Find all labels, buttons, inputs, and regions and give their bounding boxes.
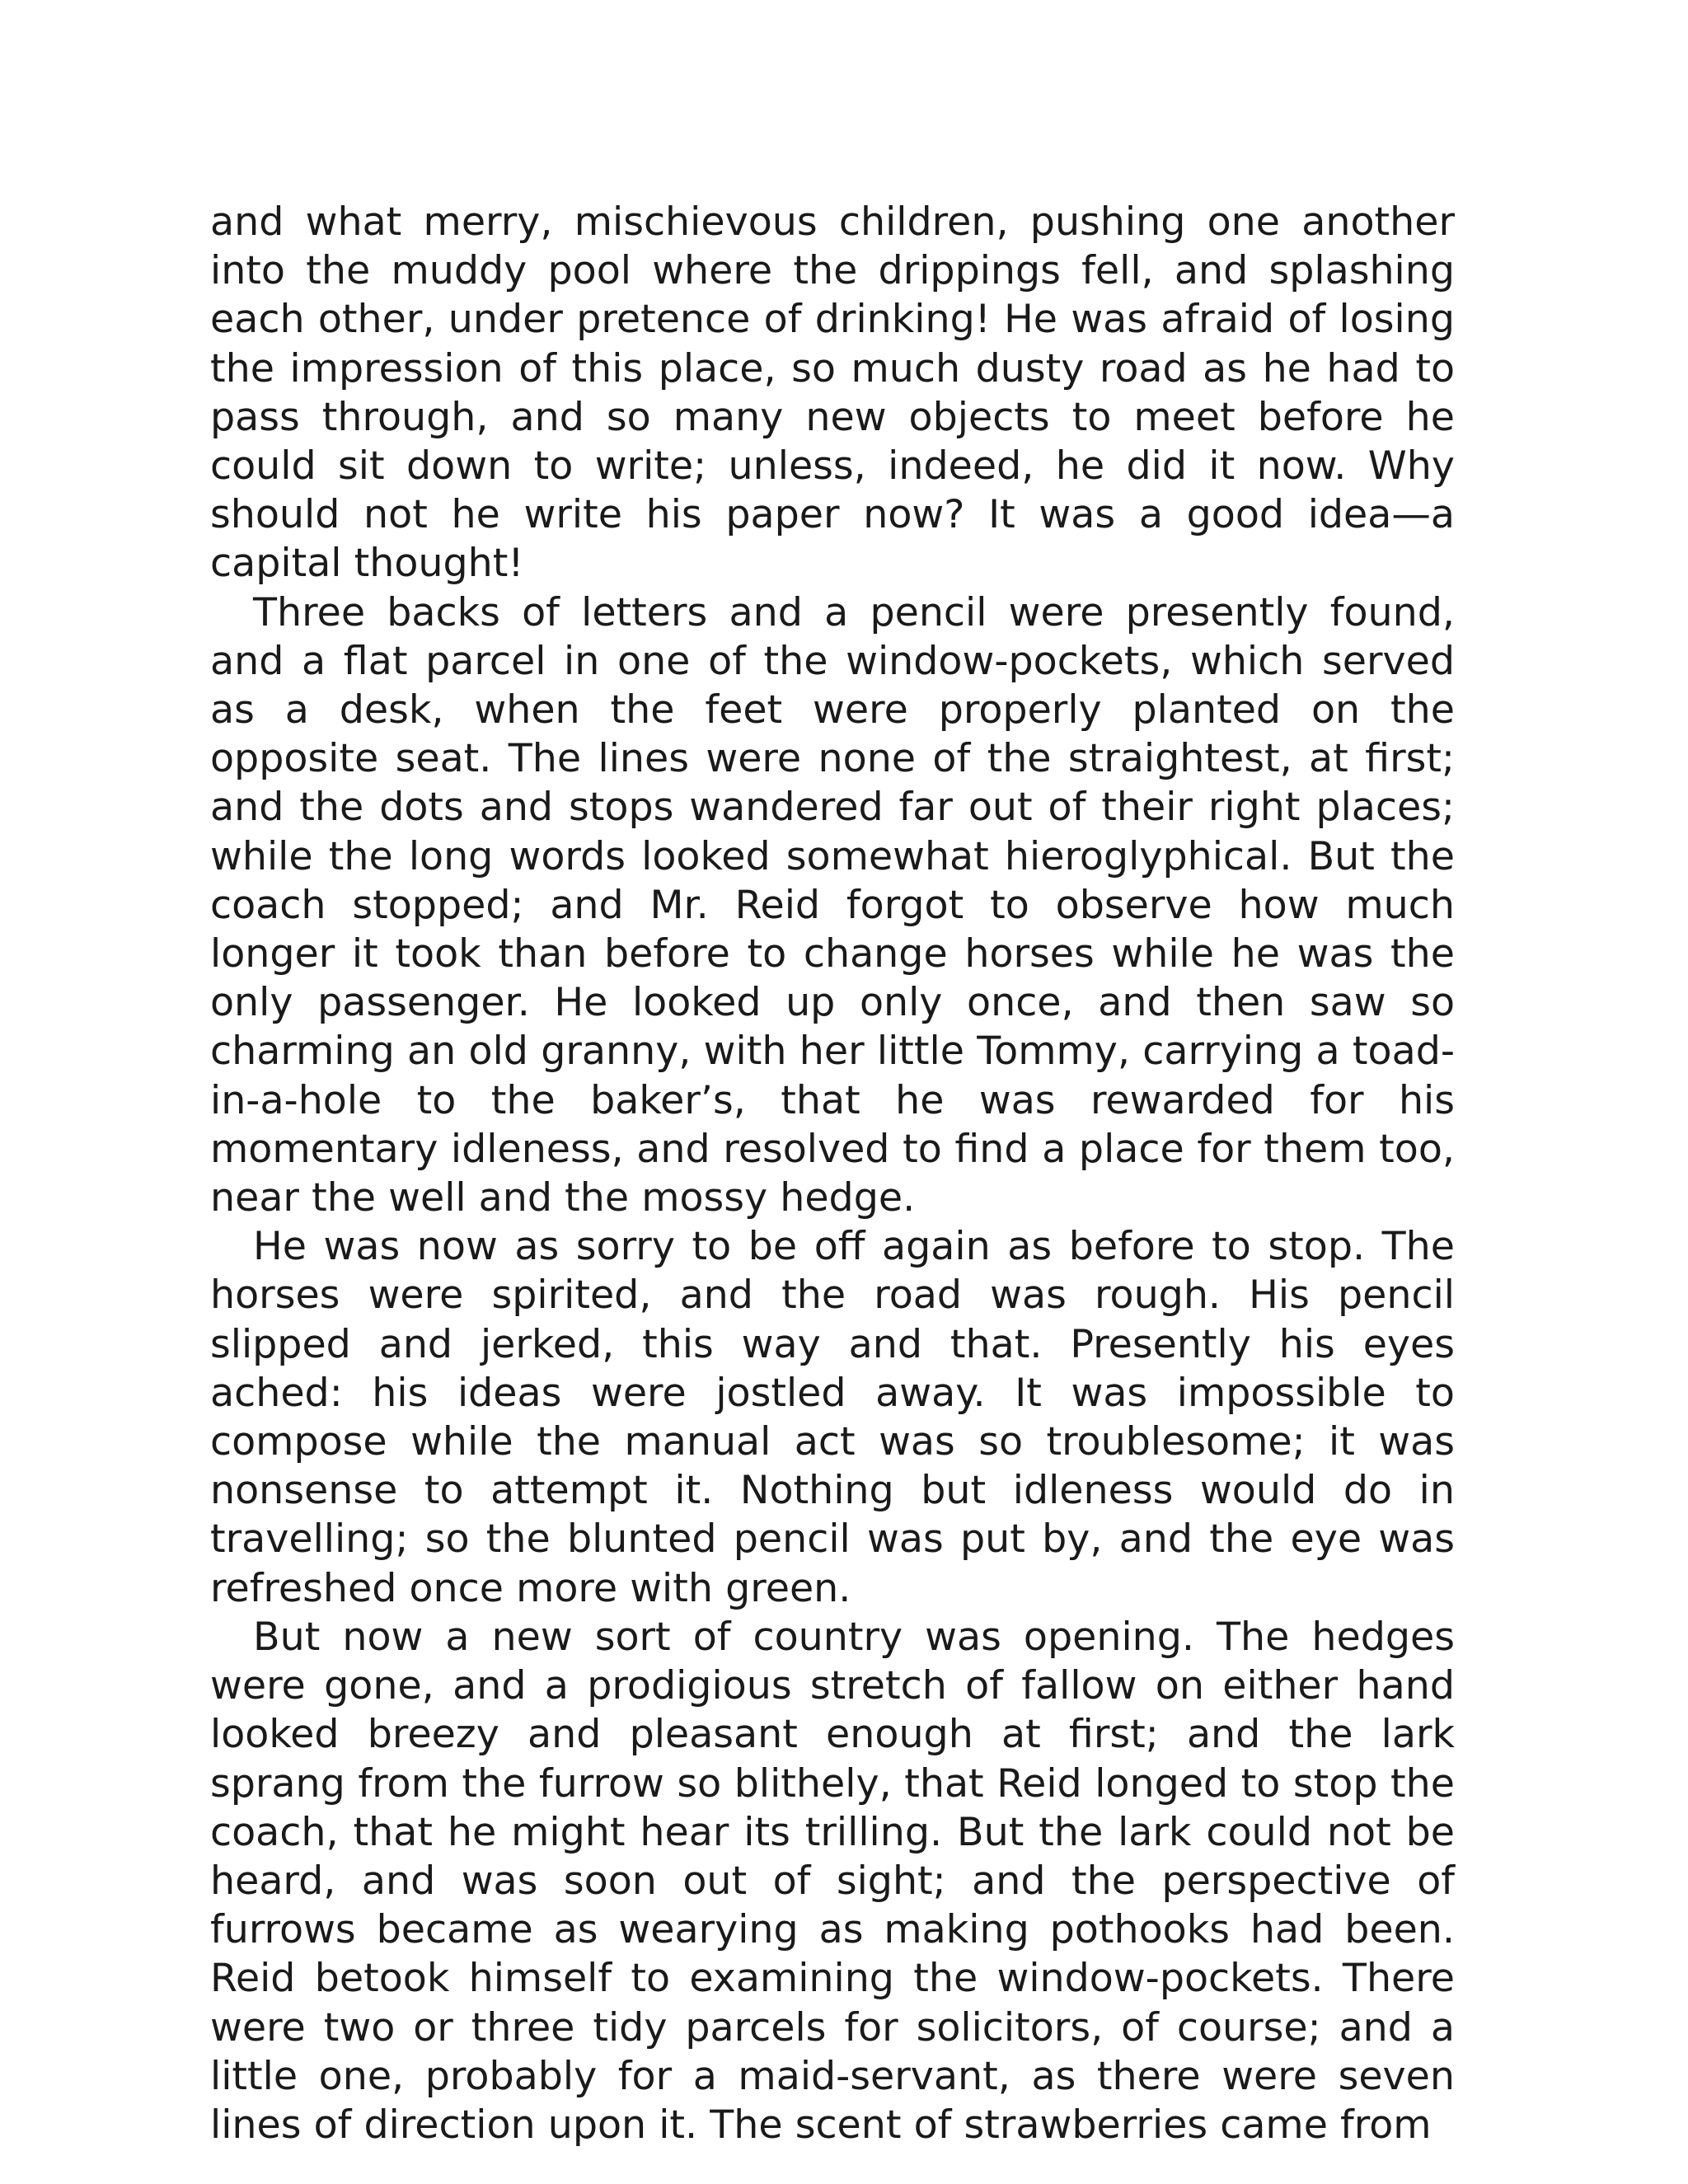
page-body-text — [210, 198, 1455, 2149]
paragraph-continuation: and what merry, mischievous children, pushing one another into the muddy pool where the drippings fell, and splashing each other, under pretence of drinking! He was afraid of losing the impression of this place, so much dusty road as he had to pass through, and so many new objects to meet before he could sit down to write; unless, indeed, he did it now. Why should not he write his paper now? It was a good idea—a capital thought! — [210, 199, 1455, 587]
paragraph-backs-of-letters: Three backs of letters and a pencil were presently found, and a flat parcel in one of the window-pockets, which served as a desk, when the feet were properly planted on the opposite seat. The lines were none of the straightest, at first; and the dots and stops wandered far out of their right places; while the long words looked somewhat hieroglyphical. But the coach stopped; and Mr. Reid forgot to observe how much longer it took than before to change horses while he was the only passenger. He looked up only once, and then saw so charming an old granny, with her little Tommy, carrying a toad-in-a-hole to the baker’s, that he was rewarded for his momentary idleness, and resolved to find a place for them too, near the well and the mossy hedge. — [210, 589, 1455, 1221]
paragraph-off-again: He was now as sorry to be off again as before to stop. The horses were spirited, and the road was rough. His pencil slipped and jerked, this way and that. Presently his eyes ached: his ideas were jostled away. It was impossible to compose while the manual act was so troublesome; it was nonsense to attempt it. Nothing but idleness would do in travelling; so the blunted pencil was put by, and the eye was refreshed once more with green. — [210, 1224, 1455, 1611]
paragraph-new-country: But now a new sort of country was opening. The hedges were gone, and a prodigious stretch of fallow on either hand looked breezy and pleasant enough at first; and the lark sprang from the furrow so blithely, that Reid longed to stop the coach, that he might hear its trilling. But the lark could not be heard, and was soon out of sight; and the perspective of furrows became as wearying as making pothooks had been. Reid betook himself to examining the window-pockets. There were two or three tidy parcels for solicitors, of course; and a little one, probably for a maid-servant, as there were seven lines of direction upon it. The scent of strawberries came from — [210, 1614, 1455, 2148]
